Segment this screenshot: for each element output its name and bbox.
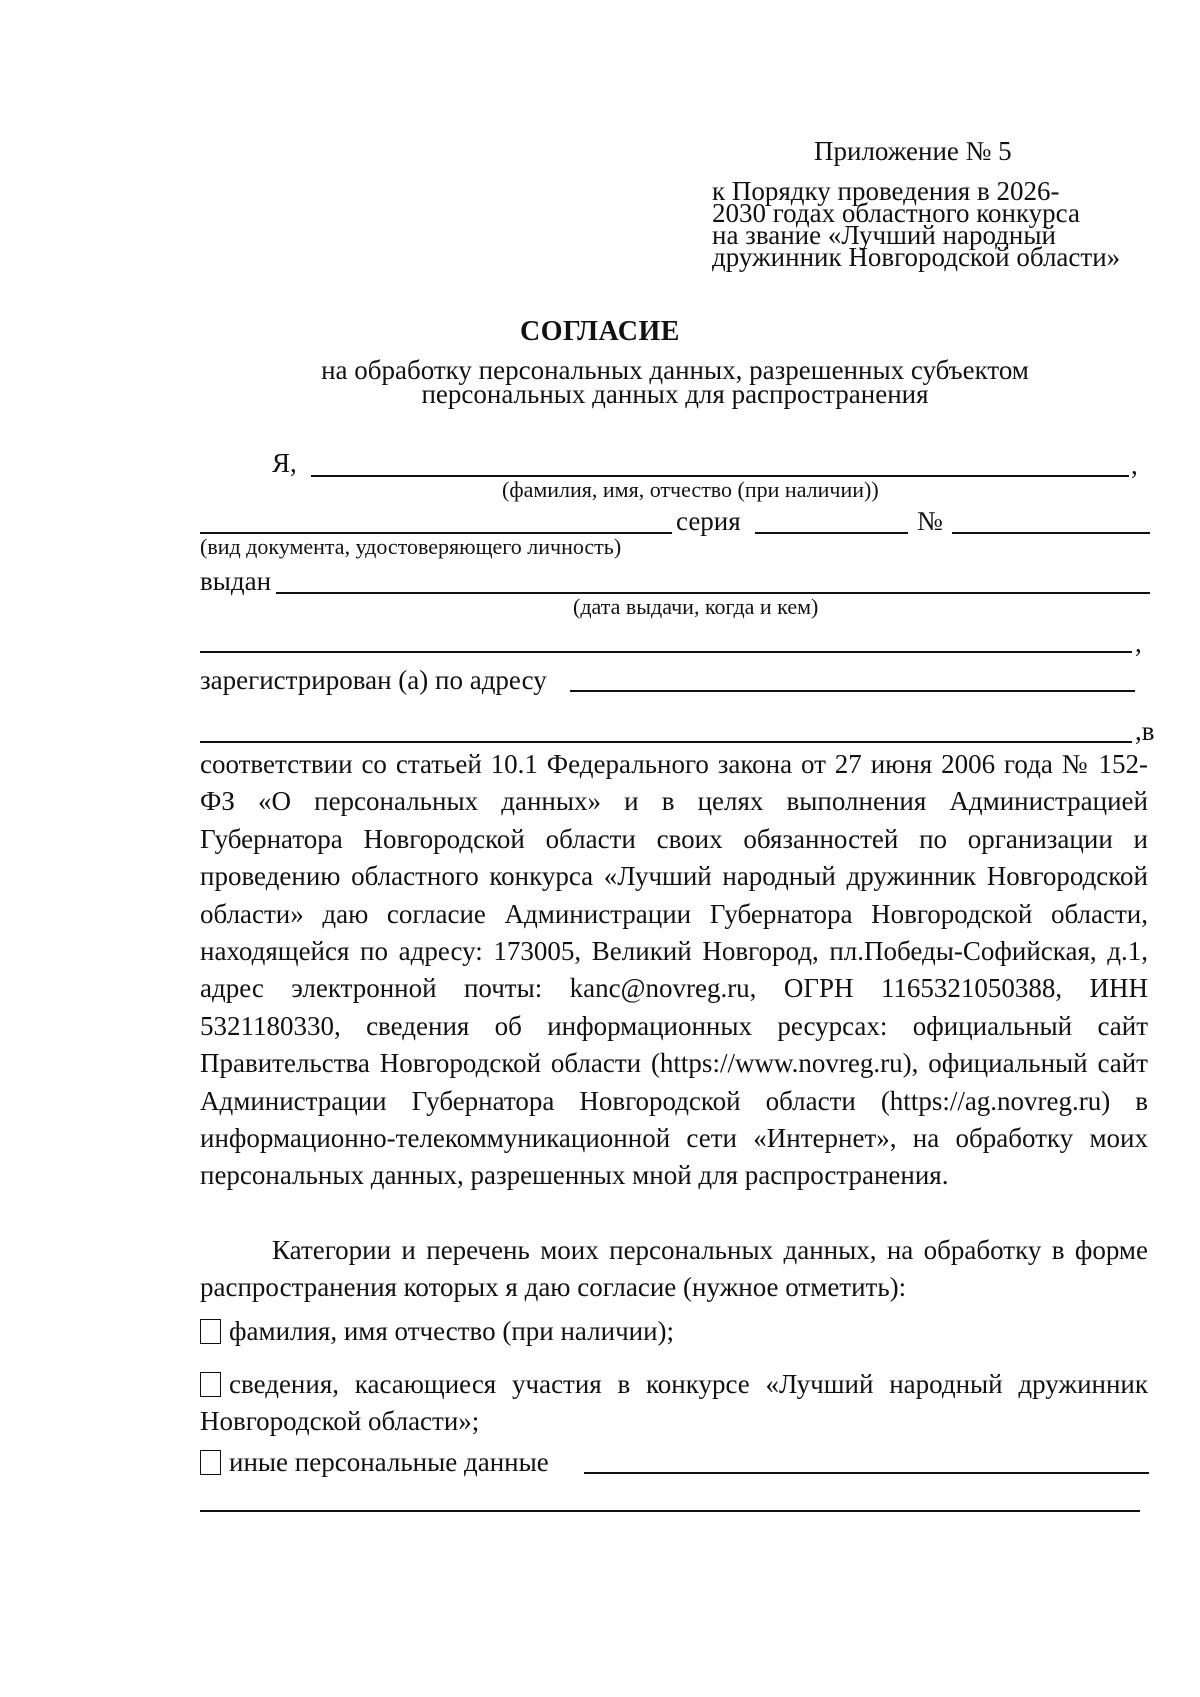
checkbox-other-data[interactable] bbox=[200, 1450, 221, 1475]
checkbox-contest-info[interactable] bbox=[200, 1372, 221, 1397]
registered-label: зарегистрирован (а) по адресу bbox=[200, 665, 547, 695]
appendix-line: 2030 годах областного конкурса bbox=[712, 198, 1080, 228]
subtitle-line: на обработку персональных данных, разрешенных субъектом bbox=[321, 355, 1029, 385]
appendix-line: к Порядку проведения в 2026- bbox=[712, 176, 1060, 206]
other-data-field[interactable] bbox=[584, 1472, 1149, 1474]
category-item[interactable] bbox=[200, 1366, 1148, 1441]
category-item[interactable] bbox=[200, 1444, 1148, 1481]
category-label: фамилия, имя отчество (при наличии); bbox=[229, 1316, 675, 1346]
number-field[interactable] bbox=[952, 532, 1150, 534]
address-suffix: ,в bbox=[1135, 716, 1155, 746]
document-title: СОГЛАСИЕ bbox=[520, 316, 680, 347]
i-label: Я, bbox=[272, 448, 297, 478]
other-data-continuation-field[interactable] bbox=[200, 1510, 1140, 1512]
appendix-title: Приложение № 5 bbox=[814, 136, 1012, 166]
appendix-line: на звание «Лучший народный bbox=[712, 220, 1056, 250]
series-field[interactable] bbox=[755, 532, 908, 534]
issued-continuation-field[interactable] bbox=[200, 651, 1132, 653]
document-caption: (вид документа, удостоверяющего личность) bbox=[200, 534, 622, 559]
category-label: сведения, касающиеся участия в конкурсе «Лучший народный дружинник Новгородской области»; bbox=[200, 1369, 1148, 1437]
appendix-line: дружинник Новгородской области» bbox=[712, 242, 1121, 272]
category-label: иные персональные данные bbox=[229, 1447, 549, 1477]
issued-label: выдан bbox=[200, 566, 272, 596]
subtitle-line: персональных данных для распространения bbox=[421, 379, 929, 409]
address-field[interactable] bbox=[570, 690, 1135, 692]
number-label: № bbox=[917, 506, 943, 536]
series-label: серия bbox=[676, 506, 741, 536]
address-continuation-field[interactable] bbox=[200, 741, 1132, 743]
category-item[interactable] bbox=[200, 1313, 1148, 1350]
consent-paragraph: соответствии со статьей 10.1 Федерального закона от 27 июня 2006 года № 152-ФЗ «О персональных данных» и в целях выполнения Администрацией Губернатора Новгородской области своих обязанностей по организации и проведению областного конкурса «Лучший народный дружинник Новгородской области» даю согласие Администрации Губернатора Новгородской области, находящейся по адресу: 173005, Великий Новгород, пл.Победы-Софийская, д.1, адрес электронной почты: kanc@novreg.ru, ОГРН 1165321050388, ИНН 5321180330, сведения об информационных ресурсах: официальный сайт Правительства Новгородской области (https://www.novreg.ru), официальный сайт Администрации Губернатора Новгородской области (https://ag.novreg.ru) в информационно-телекоммуникационной сети «Интернет», на обработку моих персональных данных, разрешенных мной для распространения. bbox=[200, 749, 1148, 1191]
issued-caption: (дата выдачи, когда и кем) bbox=[573, 594, 819, 619]
fio-caption: (фамилия, имя, отчество (при наличии)) bbox=[502, 477, 879, 502]
issued-comma: , bbox=[1135, 628, 1142, 658]
fio-comma: , bbox=[1131, 450, 1138, 480]
checkbox-fio[interactable] bbox=[200, 1319, 221, 1344]
categories-paragraph: Категории и перечень моих персональных данных, на обработку в форме распространения которых я даю согласие (нужное отметить): bbox=[200, 1235, 1148, 1303]
document-subtitle bbox=[250, 355, 1100, 409]
appendix-reference bbox=[712, 176, 1132, 272]
